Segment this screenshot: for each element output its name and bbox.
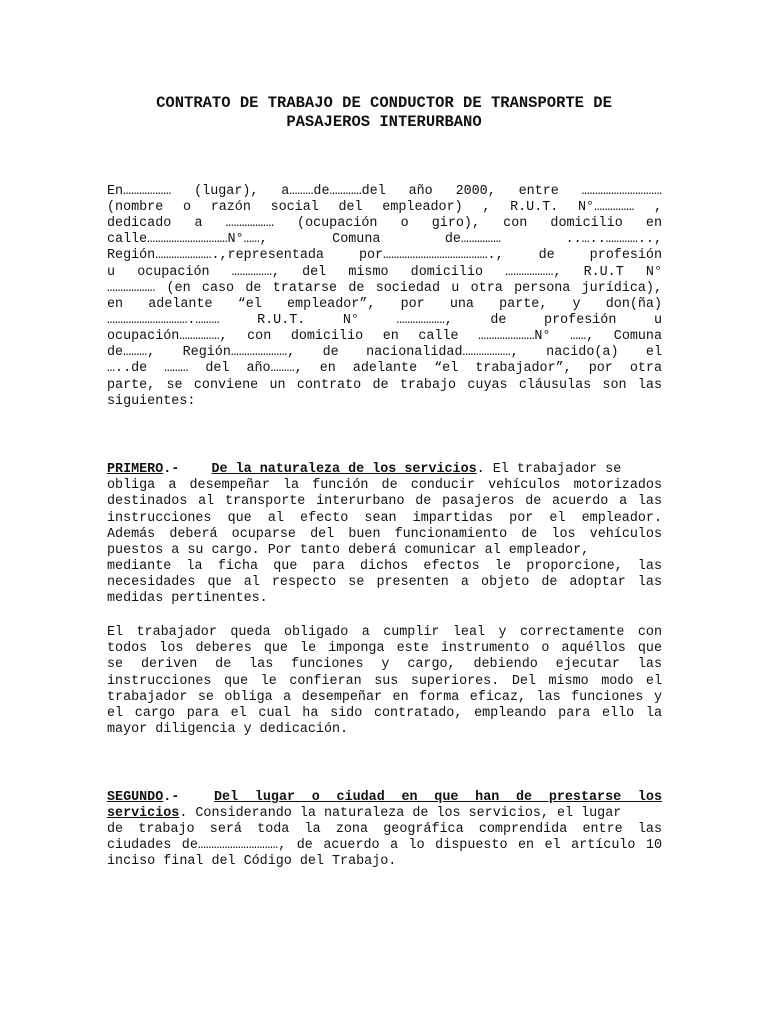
intro-line: dedicado a ……………… (ocupación o giro), con domicilio en [107, 216, 662, 231]
intro-line: En……………… (lugar), a………de…………del año 2000, entre ………………………… [107, 184, 662, 199]
clause-segundo-label: SEGUNDO [107, 790, 164, 805]
clause-primero-line: instrucciones que al efecto sean impartidas por el empleador. [107, 511, 662, 526]
clause-primero-separator: .- [163, 462, 180, 477]
intro-line: en adelante “el empleador”, por una parte, y don(ña) [107, 297, 662, 312]
clause-primero-line: mediante la ficha que para dichos efectos le proporcione, las [107, 559, 662, 574]
intro-line: (nombre o razón social del empleador) , R.U.T. N°…………… , [107, 200, 662, 215]
clause-segundo-second-line [107, 806, 662, 822]
clause-segundo-separator: .- [163, 790, 180, 805]
clause-primero-para2-line: trabajador se obliga a desempeñar en forma eficaz, las funciones y [107, 690, 662, 705]
clause-primero-label: PRIMERO [107, 462, 164, 477]
clause-primero-heading: De la naturaleza de los servicios [211, 462, 477, 477]
intro-line: de………, Región…………………, de nacionalidad………………, nacido(a) el [107, 345, 662, 360]
intro-line: ………………………….……… R.U.T. N° ………………, de profesión u [107, 313, 662, 328]
intro-line: u ocupación ……………, del mismo domicilio ………………, R.U.T N° [107, 265, 662, 280]
clause-primero-first-line [107, 462, 662, 478]
clause-segundo-line: ciudades de…………………………, de acuerdo a lo dispuesto en el artículo 10 [107, 838, 662, 853]
intro-line: Región………………….,representada por…………………………………., de profesión [107, 248, 662, 263]
intro-line: …..de ……… del año………, en adelante “el trabajador”, por otra [107, 361, 662, 376]
clause-primero-para2-line: instrucciones que le confieran sus superiores. Del mismo modo el [107, 674, 662, 689]
clause-segundo-line: de trabajo será toda la zona geográfica comprendida entre las [107, 822, 662, 837]
intro-line: parte, se conviene un contrato de trabajo cuyas cláusulas son las [107, 378, 662, 393]
intro-line: ocupación……………, con domicilio en calle …………………N° ……, Comuna [107, 329, 662, 344]
clause-primero-line: puestos a su cargo. Por tanto deberá comunicar al empleador, [107, 543, 590, 558]
clause-primero-para2-line: se deriven de las funciones y cargo, debiendo ejecutar las [107, 657, 662, 672]
clause-segundo-first-line [107, 790, 662, 806]
intro-line: ……………… (en caso de tratarse de sociedad u otra persona jurídica), [107, 281, 662, 296]
clause-primero-line: destinados al transporte interurbano de pasajeros de acuerdo a las [107, 494, 662, 509]
clause-primero-line: obliga a desempeñar la función de conducir vehículos motorizados [107, 478, 662, 493]
clause-primero-para2-line: el cargo para el cual ha sido contratado, empleando para ello la [107, 706, 662, 721]
clause-primero-para2-line: mayor diligencia y dedicación. [107, 722, 349, 737]
clause-segundo-line2-rest: . Considerando la naturaleza de los servicios, el lugar [179, 806, 622, 821]
intro-line: calle…………………………N°……, Comuna de…………… ..…..………….., [107, 232, 662, 247]
clause-primero-para2-line: todos los deberes que le imponga este instrumento o aquéllos que [107, 641, 662, 656]
clause-primero-line1-rest: . El trabajador se [476, 462, 622, 477]
clause-primero-line: medidas pertinentes. [107, 591, 268, 606]
clause-segundo-heading-part-2: servicios [107, 806, 180, 821]
clause-segundo-line: inciso final del Código del Trabajo. [107, 854, 397, 869]
clause-segundo-heading-part-1: Del lugar o ciudad en que han de prestarse los [214, 790, 662, 805]
clause-primero-line: necesidades que al respecto se presenten a objeto de adoptar las [107, 575, 662, 590]
document-title-line-2: PASAJEROS INTERURBANO [286, 113, 482, 131]
clause-primero-para2-line: El trabajador queda obligado a cumplir leal y correctamente con [107, 625, 662, 640]
intro-line: siguientes: [107, 394, 196, 409]
document-title-line-1: CONTRATO DE TRABAJO DE CONDUCTOR DE TRANSPORTE DE [156, 94, 612, 112]
clause-primero-line: Además deberá ocuparse del buen funcionamiento de los vehículos [107, 527, 662, 542]
